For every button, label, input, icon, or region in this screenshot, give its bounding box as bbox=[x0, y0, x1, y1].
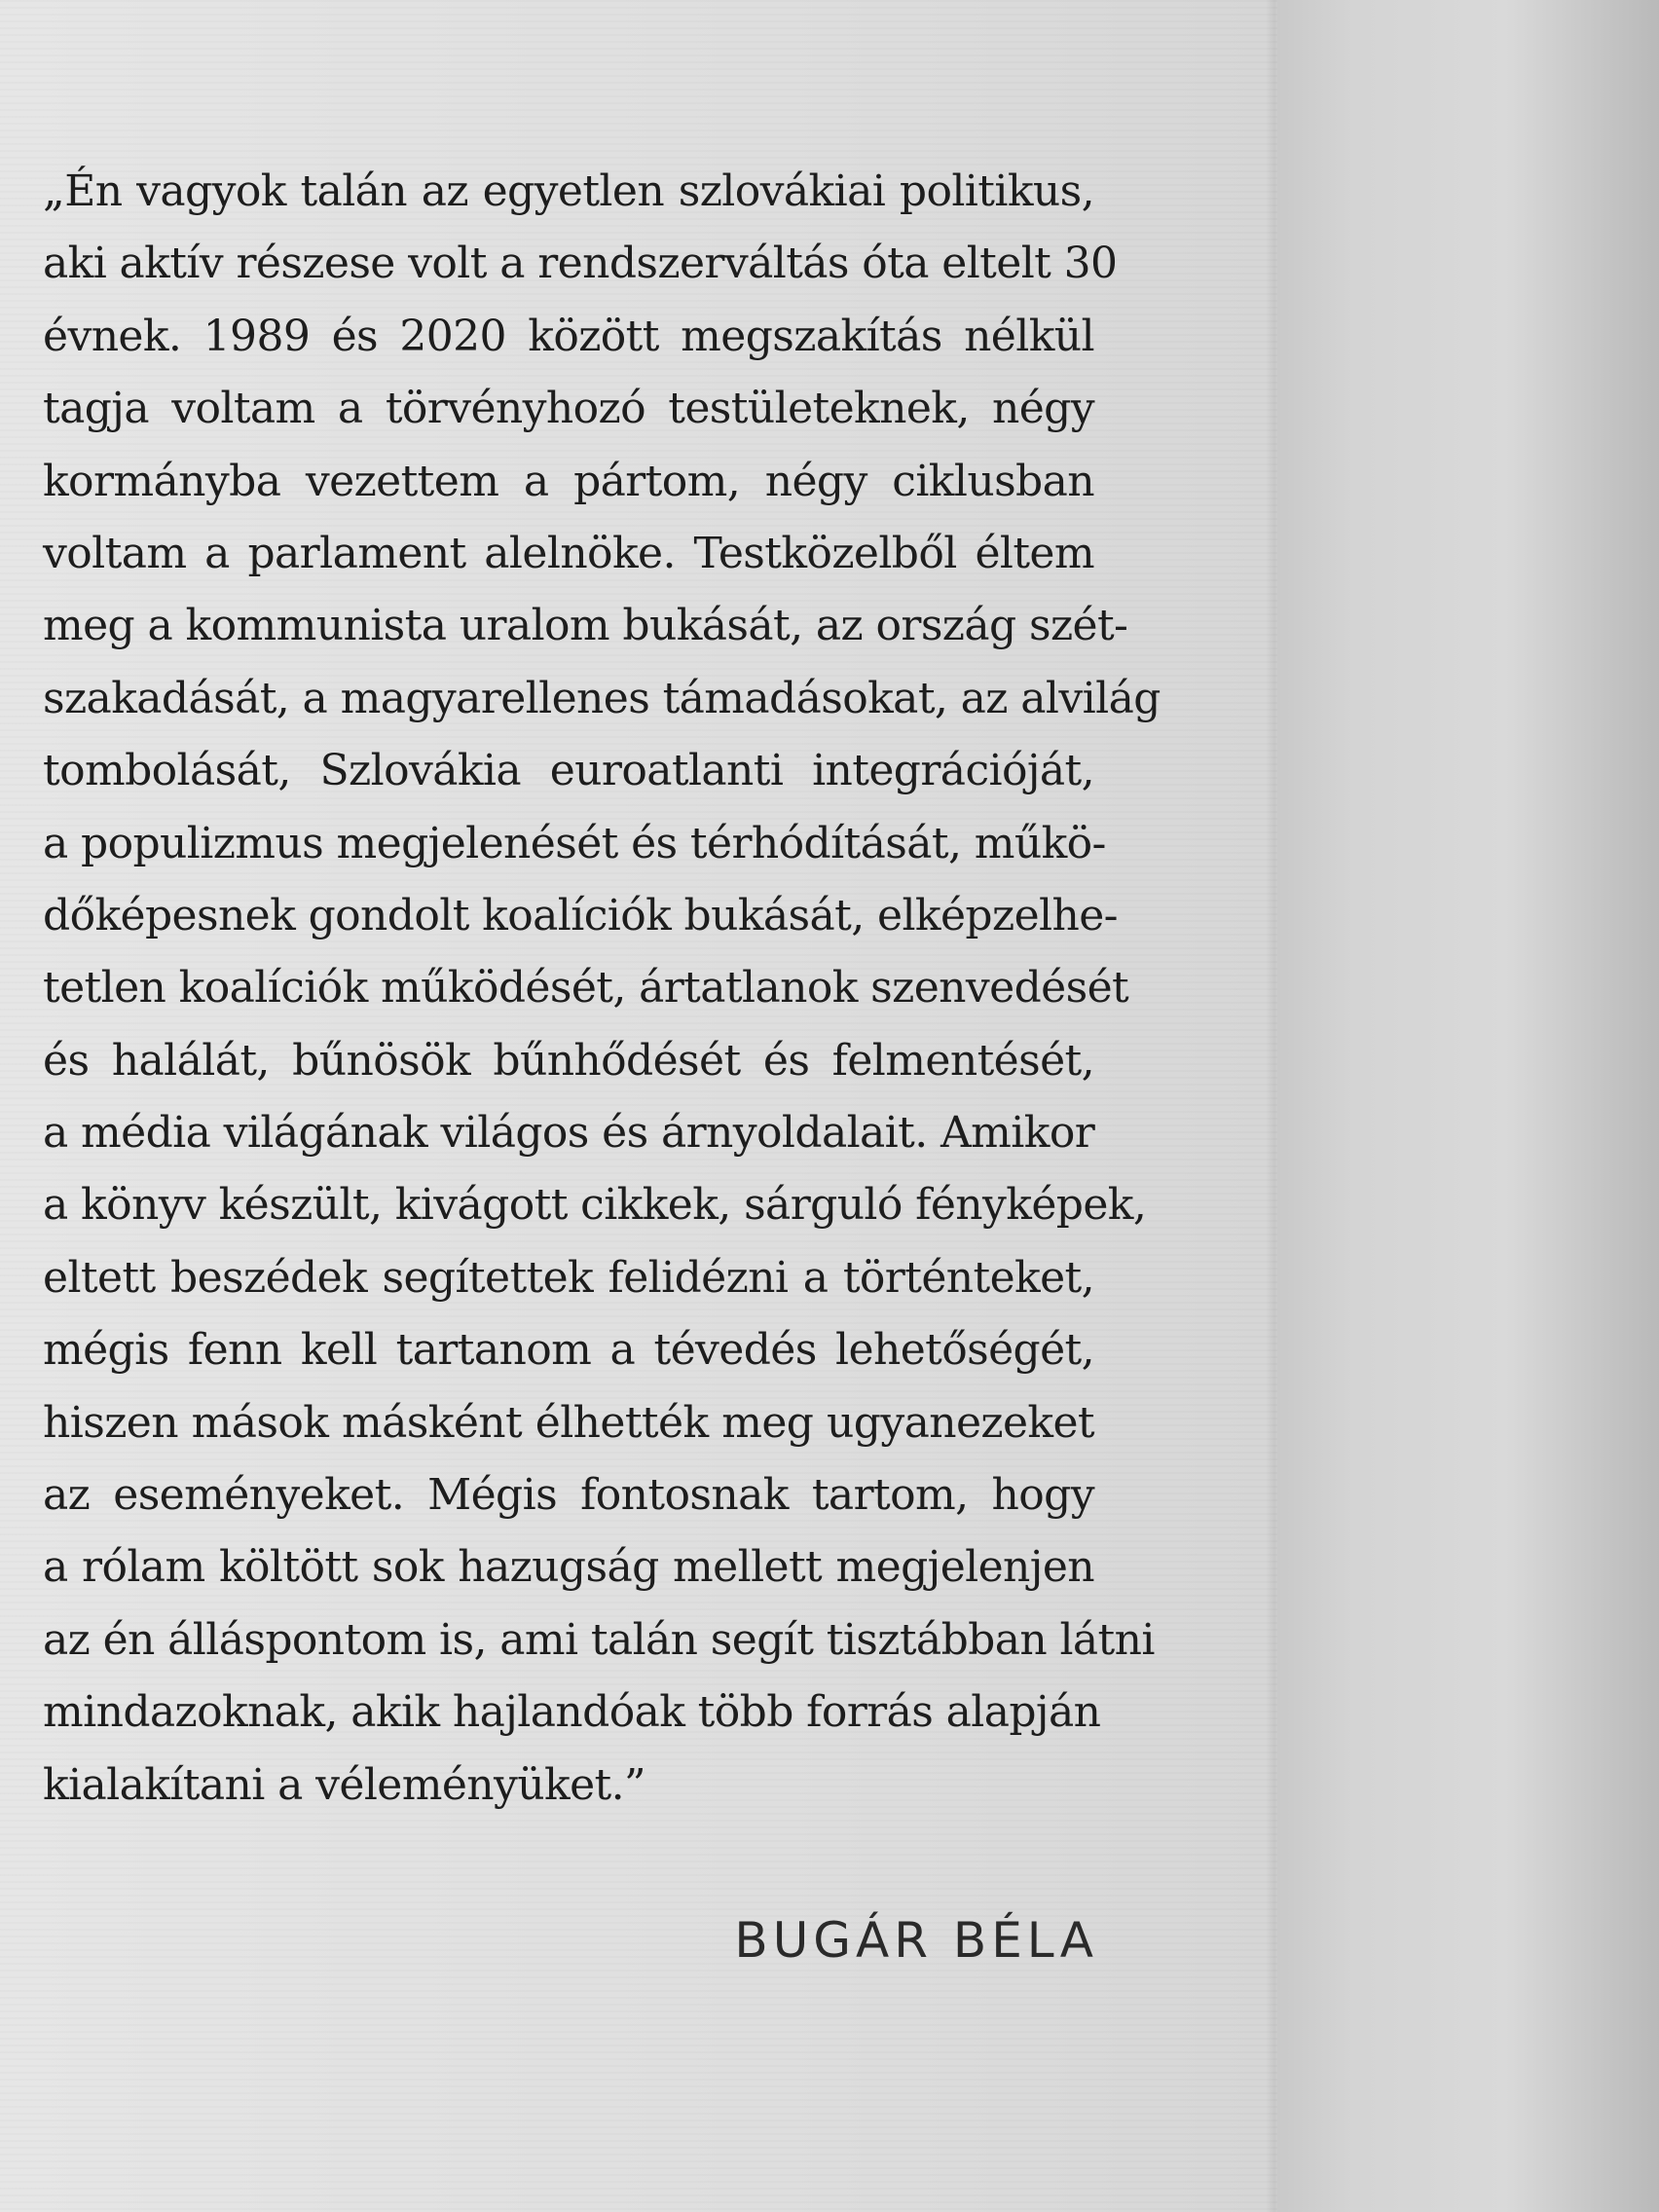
quote-line: mégis fenn kell tartanom a tévedés lehetőségét, bbox=[43, 1325, 1094, 1376]
quote-line: meg a kommunista uralom bukását, az ország szét- bbox=[43, 601, 1128, 651]
quote-line: tagja voltam a törvényhozó testületeknek, négy bbox=[43, 384, 1094, 434]
quote-line: kormányba vezettem a pártom, négy ciklusban bbox=[43, 456, 1094, 506]
quote-line: a könyv készült, kivágott cikkek, sárguló fényképek, bbox=[43, 1180, 1147, 1231]
quote-line: hiszen mások másként élhették meg ugyanezeket bbox=[43, 1397, 1094, 1448]
background-surface bbox=[1277, 0, 1659, 2212]
quote-line: az eseményeket. Mégis fontosnak tartom, hogy bbox=[43, 1470, 1094, 1521]
quote-line: a rólam költött sok hazugság mellett megjelenjen bbox=[43, 1542, 1094, 1593]
quote-line-last: kialakítani a véleményüket.” bbox=[43, 1759, 645, 1810]
quote-line: eltett beszédek segítettek felidézni a történteket, bbox=[43, 1252, 1094, 1303]
quote-line: és halálát, bűnösök bűnhődését és felmentését, bbox=[43, 1035, 1094, 1086]
quote-line: évnek. 1989 és 2020 között megszakítás nélkül bbox=[43, 311, 1094, 361]
quote-line: a populizmus megjelenését és térhódítását, műkö- bbox=[43, 818, 1106, 868]
quote-line: voltam a parlament alelnöke. Testközelből éltem bbox=[43, 528, 1094, 578]
quote-line: aki aktív részese volt a rendszerváltás óta eltelt 30 bbox=[43, 239, 1118, 289]
author-name: BUGÁR BÉLA bbox=[734, 1912, 1098, 1969]
blurb-quote bbox=[43, 156, 1161, 1822]
quote-line: dőképesnek gondolt koalíciók bukását, elképzelhe- bbox=[43, 890, 1118, 940]
quote-line: tetlen koalíciók működését, ártatlanok szenvedését bbox=[43, 963, 1129, 1014]
quote-line: tombolását, Szlovákia euroatlanti integrációját, bbox=[43, 746, 1094, 796]
quote-line: szakadását, a magyarellenes támadásokat, az alvilág bbox=[43, 673, 1161, 723]
quote-line: a média világának világos és árnyoldalait. Amikor bbox=[43, 1108, 1095, 1159]
quote-line: az én álláspontom is, ami talán segít tisztábban látni bbox=[43, 1614, 1155, 1665]
quote-line: mindazoknak, akik hajlandóak több forrás alapján bbox=[43, 1687, 1101, 1738]
quote-line: „Én vagyok talán az egyetlen szlovákiai politikus, bbox=[43, 166, 1094, 216]
